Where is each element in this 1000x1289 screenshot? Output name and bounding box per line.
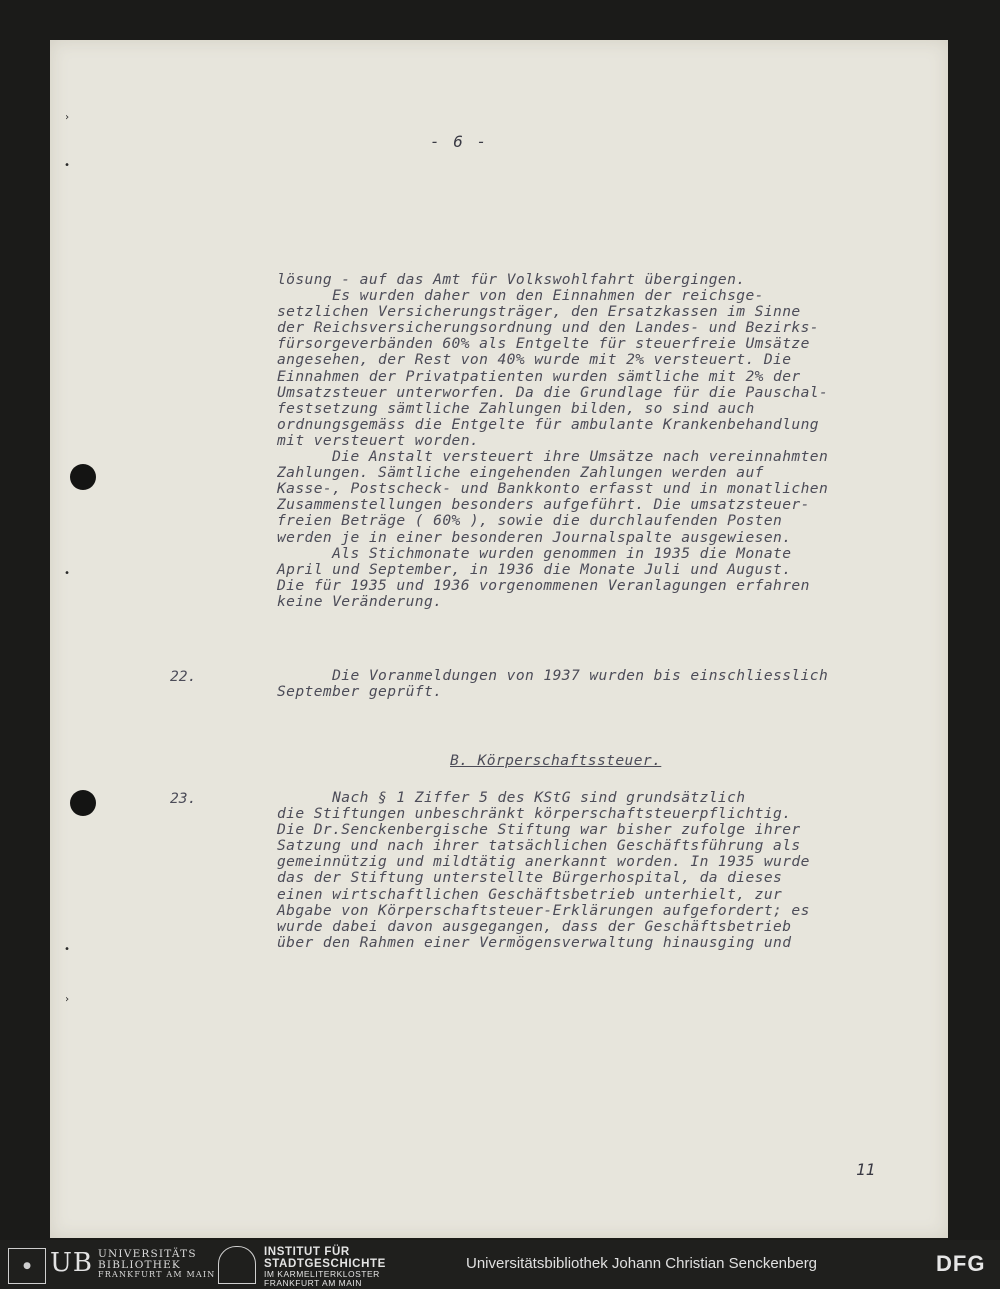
text-line: Kasse-, Postscheck- und Bankkonto erfasst und in monatlichen [277,480,829,498]
text-line: Die Dr.Senckenbergische Stiftung war bisher zufolge ihrer [277,821,801,839]
text-line: angesehen, der Rest von 40% wurde mit 2% versteuert. Die [277,351,792,369]
paragraph-item-22 [277,668,828,700]
punch-hole-top [70,464,96,490]
text-line: freien Beträge ( 60% ), sowie die durchlaufenden Posten [277,512,783,530]
text-line: der Reichsversicherungsordnung und den Landes- und Bezirks- [277,319,819,337]
margin-mark: › [64,112,71,123]
text-line: Als Stichmonate wurden genommen in 1935 die Monate [277,544,792,562]
margin-mark: • [64,568,71,579]
library-name: Universitätsbibliothek Johann Christian Senckenberg [466,1255,818,1272]
text-line: setzlichen Versicherungsträger, den Ersatzkassen im Sinne [277,303,801,321]
text-line: Zusammenstellungen besonders aufgeführt. Die umsatzsteuer- [277,496,810,514]
text-line: Umsatzsteuer unterworfen. Da die Grundlage für die Pauschal- [277,383,829,401]
dfg-logo: DFG [936,1251,986,1276]
text-line: mit versteuert worden. [277,431,480,449]
text-line: September geprüft. [277,683,443,701]
text-line: festsetzung sämtliche Zahlungen bilden, so sind auch [277,399,755,417]
text-line: Zahlungen. Sämtliche eingehenden Zahlungen werden auf [277,464,764,482]
text-line: Nach § 1 Ziffer 5 des KStG sind grundsätzlich [277,789,746,806]
text-line: die Stiftungen unbeschränkt körperschaftsteuerpflichtig. [277,805,792,823]
footer-bar [0,1240,1000,1289]
text-line: Die für 1935 und 1936 vorgenommenen Veranlagungen erfahren [277,576,810,594]
document-page [50,40,948,1238]
text-line: werden je in einer besonderen Journalspalte ausgewiesen. [277,528,792,546]
text-line: wurde dabei davon ausgegangen, dass der Geschäftsbetrieb [277,917,792,935]
text-line: keine Veränderung. [277,592,443,610]
text-line: Einnahmen der Privatpatienten wurden sämtliche mit 2% der [277,367,801,385]
handwritten-mark: 11 [856,1160,876,1179]
text-line: gemeinnützig und mildtätig anerkannt worden. In 1935 wurde [277,853,810,871]
page-number: - 6 - [430,132,489,151]
text-line: Die Voranmeldungen von 1937 wurden bis einschliesslich [277,667,829,684]
text-line: einen wirtschaftlichen Geschäftsbetrieb unterhielt, zur [277,885,783,903]
item-number-23: 23. [170,790,197,807]
text-line: das der Stiftung unterstellte Bürgerhospital, da dieses [277,869,783,887]
punch-hole-bottom [70,790,96,816]
margin-mark: • [64,944,71,955]
text-line: lösung - auf das Amt für Volkswohlfahrt übergingen. [277,271,746,288]
text-line: Satzung und nach ihrer tatsächlichen Geschäftsführung als [277,837,801,855]
text-line: über den Rahmen einer Vermögensverwaltung hinausging und [277,933,792,951]
text-line: Es wurden daher von den Einnahmen der reichsge- [277,287,764,305]
paragraph-item-23 [277,790,810,951]
text-line: ordnungsgemäss die Entgelte für ambulante Krankenbehandlung [277,415,819,433]
text-line: Die Anstalt versteuert ihre Umsätze nach vereinnahmten [277,448,829,466]
section-heading: B. Körperschaftssteuer. [450,752,662,769]
paragraph-umsatzsteuer [277,272,828,610]
text-line: Abgabe von Körperschaftsteuer-Erklärungen aufgefordert; es [277,901,810,919]
margin-mark: • [64,160,71,171]
institute-arch-icon [218,1246,256,1284]
institute-logo-text: INSTITUT FÜR STADTGESCHICHTE IM KARMELITERKLOSTER FRANKFURT AM MAIN [264,1246,386,1288]
item-number-22: 22. [170,668,197,685]
text-line: fürsorgeverbänden 60% als Entgelte für steuerfreie Umsätze [277,335,810,353]
ub-logo-letters: UB [50,1248,94,1278]
margin-mark: › [64,994,71,1005]
ub-seal-icon: ● [8,1248,46,1284]
text-line: April und September, in 1936 die Monate Juli und August. [277,560,792,578]
ub-logo-text: UNIVERSITÄTS BIBLIOTHEK FRANKFURT AM MAIN [98,1248,216,1279]
